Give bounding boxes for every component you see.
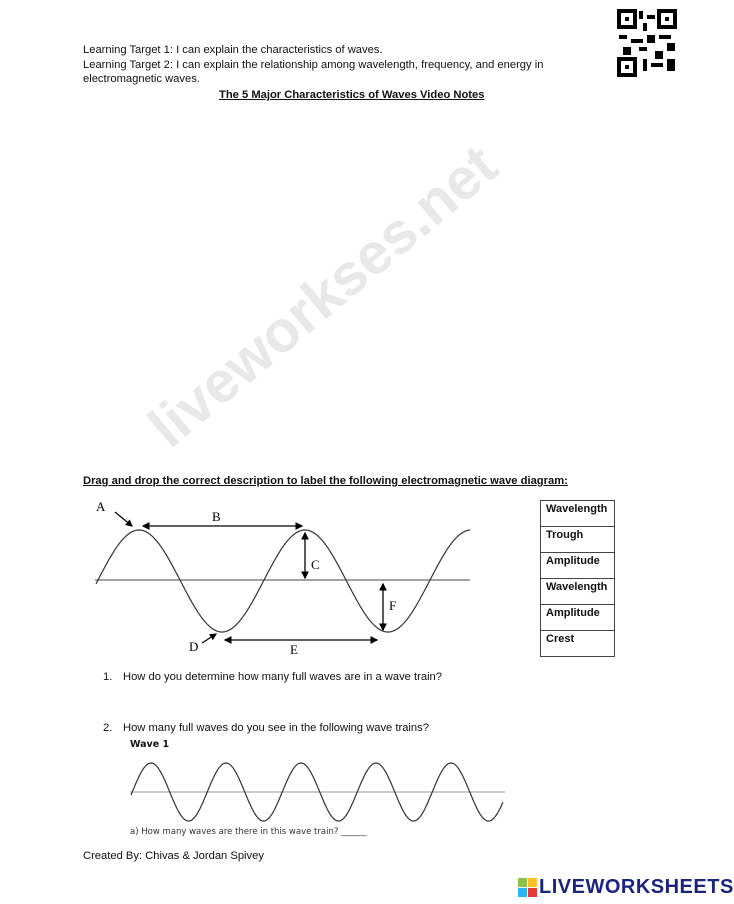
- option-wavelength[interactable]: Wavelength: [541, 579, 615, 605]
- option-amplitude[interactable]: Amplitude: [541, 605, 615, 631]
- logo-text: LIVEWORKSHEETS: [539, 876, 734, 898]
- drag-instruction: Drag and drop the correct description to label the following electromagnetic wave diagram:: [83, 475, 568, 487]
- arrow-a: [115, 512, 132, 526]
- logo-icon: [518, 878, 537, 897]
- label-e: E: [290, 642, 298, 657]
- option-crest[interactable]: Crest: [541, 631, 615, 657]
- label-f: F: [389, 598, 397, 613]
- watermark: liveworkses.net: [136, 132, 510, 460]
- learning-target-2: Learning Target 2: I can explain the relationship among wavelength, frequency, and energy in: [83, 59, 544, 71]
- wave-curve: [96, 530, 470, 632]
- learning-target-2-cont: electromagnetic waves.: [83, 73, 200, 85]
- arrow-d: [202, 634, 216, 643]
- label-a: A: [96, 499, 106, 514]
- option-amplitude[interactable]: Amplitude: [541, 553, 615, 579]
- q2-text: How many full waves do you see in the following wave trains?: [123, 722, 429, 734]
- answer-options: [540, 500, 615, 657]
- credit: Created By: Chivas & Jordan Spivey: [83, 850, 264, 862]
- label-b: B: [212, 509, 221, 524]
- page-title: The 5 Major Characteristics of Waves Video Notes: [219, 89, 485, 101]
- liveworksheets-logo: [518, 876, 734, 899]
- learning-target-1: Learning Target 1: I can explain the characteristics of waves.: [83, 44, 383, 56]
- wave1-question: a) How many waves are there in this wave train? ______: [130, 827, 367, 837]
- q1-text: How do you determine how many full waves are in a wave train?: [123, 671, 443, 683]
- q1-number: 1.: [103, 671, 113, 683]
- option-wavelength[interactable]: Wavelength: [541, 501, 615, 527]
- wave1-title: Wave 1: [130, 739, 170, 750]
- option-trough[interactable]: Trough: [541, 527, 615, 553]
- label-c: C: [311, 557, 320, 572]
- q2-number: 2.: [103, 722, 113, 734]
- label-d: D: [189, 639, 199, 654]
